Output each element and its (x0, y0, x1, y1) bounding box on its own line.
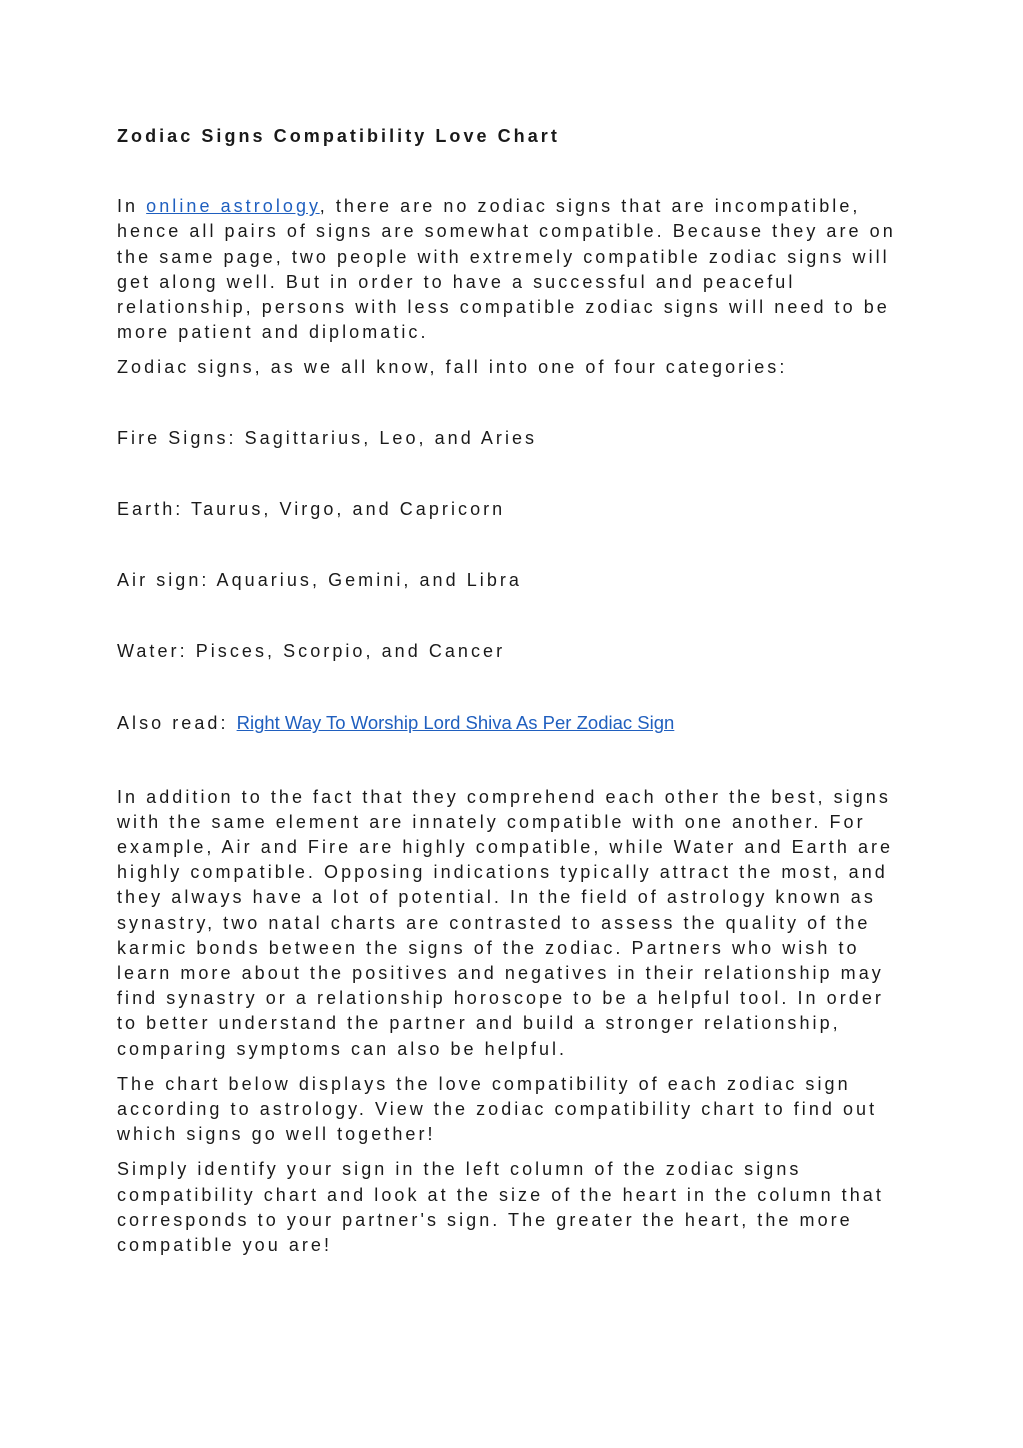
document-body (117, 124, 907, 1268)
categories-intro: Zodiac signs, as we all know, fall into one of four categories: (117, 357, 788, 378)
intro-prefix: In (117, 196, 147, 217)
fire-signs-line: Fire Signs: Sagittarius, Leo, and Aries (117, 427, 538, 448)
chart-intro-paragraph: The chart below displays the love compatibility of each zodiac sign according to astrology. View the zodiac compatibility chart to find out which signs go well together! (117, 1073, 878, 1145)
spacer (117, 522, 907, 568)
page-title: Zodiac Signs Compatibility Love Chart (117, 126, 560, 146)
shiva-worship-link[interactable]: Right Way To Worship Lord Shiva As Per Zodiac Sign (236, 712, 675, 734)
spacer (117, 737, 907, 785)
water-signs-line: Water: Pisces, Scorpio, and Cancer (117, 641, 506, 662)
also-read-label: Also read: (117, 713, 237, 734)
also-read-line (117, 710, 907, 736)
spacer (117, 593, 907, 639)
spacer (117, 391, 907, 426)
earth-signs-line: Earth: Taurus, Virgo, and Capricorn (117, 498, 506, 519)
intro-rest: , there are no zodiac signs that are incompatible, hence all pairs of signs are somewhat compatible. Because they are on the same page, two people with extremely compatible zodiac signs will get along well. But in order to have a successful and peaceful relationship, persons with less compatible zodiac signs will need to be more patient and diplomatic. (117, 196, 896, 343)
air-signs-line: Air sign: Aquarius, Gemini, and Libra (117, 570, 522, 591)
synastry-paragraph: In addition to the fact that they comprehend each other the best, signs with the same element are innately compatible with one another. For example, Air and Fire are highly compatible, while Water and Earth are highly compatible. Opposing indications typically attract the most, and they always have a lot of potential. In the field of astrology known as synastry, two natal charts are contrasted to assess the quality of the karmic bonds between the signs of the zodiac. Partners who wish to learn more about the positives and negatives in their relationship may find synastry or a relationship horoscope to be a helpful tool. In order to better understand the partner and build a stronger relationship, comparing symptoms can also be helpful. (117, 786, 894, 1059)
spacer (117, 664, 907, 710)
intro-paragraph (117, 194, 907, 345)
spacer (117, 451, 907, 497)
chart-usage-paragraph: Simply identify your sign in the left column of the zodiac signs compatibility chart and look at the size of the heart in the column that corresponds to your partner's sign. The greater the heart, the more compatible you are! (117, 1159, 884, 1256)
online-astrology-link[interactable]: online astrology (146, 196, 320, 217)
